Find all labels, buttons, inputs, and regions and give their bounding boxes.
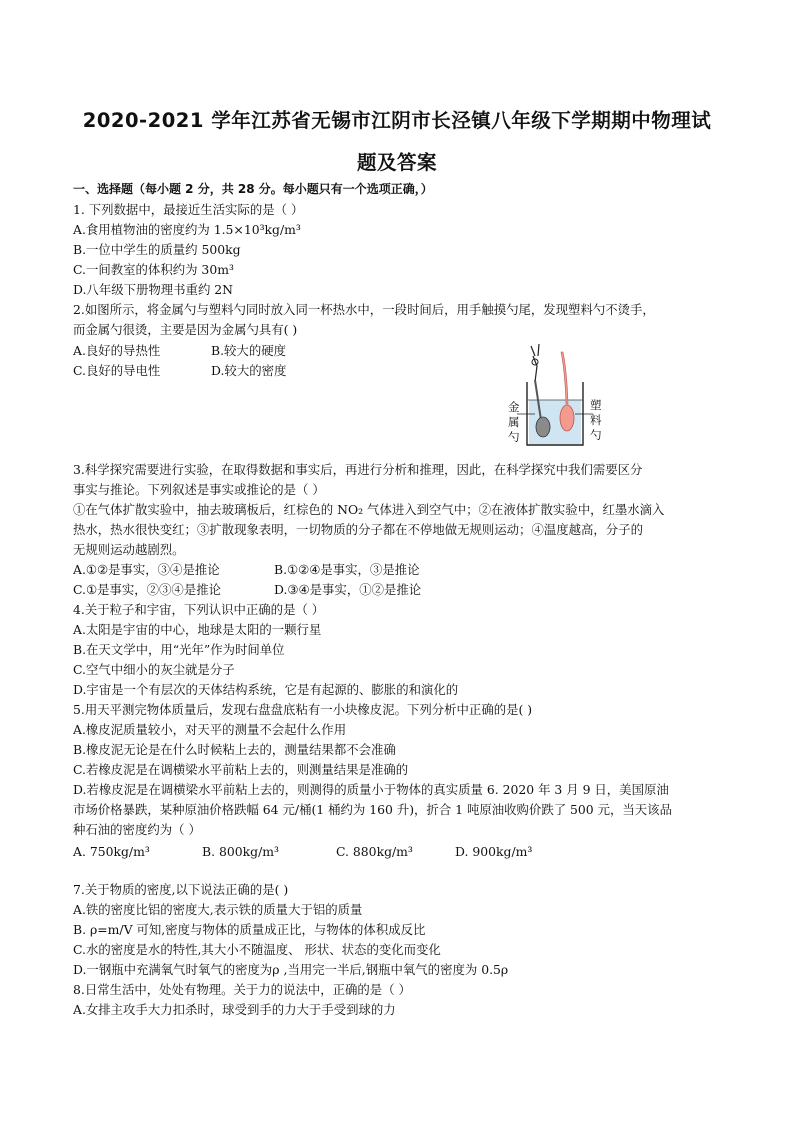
q1-option-c: C.一间教室的体积约为 30m³ bbox=[73, 262, 234, 277]
q7-option-d: D.一钢瓶中充满氧气时氧气的密度为ρ ,当用完一半后,钢瓶中氧气的密度为 0.5ρ bbox=[73, 962, 509, 977]
document-title-line1: 2020-2021 学年江苏省无锡市江阴市长泾镇八年级下学期期中物理试 bbox=[82, 109, 712, 132]
q4-option-d: D.宇宙是一个有层次的天体结构系统，它是有起源的、膨胀的和演化的 bbox=[73, 682, 459, 697]
q3-line5: 无规则运动越剧烈。 bbox=[73, 542, 185, 557]
fig-label-plastic bbox=[590, 398, 602, 443]
q3-option-b: B.①②④是事实，③是推论 bbox=[274, 562, 420, 577]
q6-stem-line3: 种石油的密度约为（ ） bbox=[73, 822, 201, 837]
q4-stem: 4.关于粒子和宇宙，下列认识中正确的是（ ） bbox=[73, 602, 325, 617]
q3-line1: 3.科学探究需要进行实验，在取得数据和事实后，再进行分析和推理，因此，在科学探究中我们需要区分 bbox=[73, 462, 643, 477]
fig-label-plastic-char: 塑 bbox=[590, 398, 602, 412]
q4-option-c: C.空气中细小的灰尘就是分子 bbox=[73, 662, 235, 677]
plastic-spoon bbox=[560, 405, 574, 431]
q1-option-d: D.八年级下册物理书重约 2N bbox=[73, 282, 234, 297]
q2-option-b: B.较大的硬度 bbox=[211, 343, 286, 358]
q1-option-a: A.食用植物油的密度约为 1.5×10³kg/m³ bbox=[73, 222, 301, 237]
q8-option-a: A.女排主攻手大力扣杀时，球受到手的力大于手受到球的力 bbox=[73, 1002, 396, 1017]
q4-option-a: A.太阳是宇宙的中心，地球是太阳的一颗行星 bbox=[73, 622, 322, 637]
fig-label-metal-char: 金 bbox=[508, 400, 520, 414]
q7-option-b: B. ρ=m/V 可知,密度与物体的质量成正比，与物体的体积成反比 bbox=[73, 922, 426, 937]
q2-stem-line1: 2.如图所示，将金属勺与塑料勺同时放入同一杯热水中，一段时间后，用手触摸勺尾，发现塑料勺不烫手， bbox=[73, 302, 655, 317]
q5-option-a: A.橡皮泥质量较小，对天平的测量不会起什么作用 bbox=[73, 722, 347, 737]
q2-option-c: C.良好的导电性 bbox=[73, 363, 161, 378]
q6-option-d: D. 900kg/m³ bbox=[455, 844, 533, 859]
q1-stem: 1. 下列数据中，最接近生活实际的是（ ） bbox=[73, 202, 304, 217]
q7-option-a: A.铁的密度比铝的密度大,表示铁的质量大于铝的质量 bbox=[73, 902, 363, 917]
q5-option-b: B.橡皮泥无论是在什么时候粘上去的，测量结果都不会准确 bbox=[73, 742, 396, 757]
q5-option-d: D.若橡皮泥是在调横梁水平前粘上去的，则测得的质量小于物体的真实质量 6. 2020 年 3 月 9 日，美国原油 bbox=[73, 782, 669, 797]
q3-line4: 热水，热水很快变红；③扩散现象表明，一切物质的分子都在不停地做无规则运动；④温度越高，分子的 bbox=[73, 522, 643, 537]
q2-option-a: A.良好的导热性 bbox=[73, 343, 161, 358]
q3-option-c: C.①是事实，②③④是推论 bbox=[73, 582, 221, 597]
fig-label-metal-char: 属 bbox=[508, 415, 520, 429]
q3-option-d: D.③④是事实，①②是推论 bbox=[274, 582, 422, 597]
q7-option-c: C.水的密度是水的特性,其大小不随温度、 形状、状态的变化而变化 bbox=[73, 942, 441, 957]
document-title-line2: 题及答案 bbox=[356, 151, 437, 174]
fig-label-metal bbox=[508, 400, 520, 445]
q7-stem: 7.关于物质的密度,以下说法正确的是( ) bbox=[73, 882, 289, 897]
q3-line2: 事实与推论。下列叙述是事实或推论的是（ ） bbox=[73, 482, 325, 497]
q6-option-b: B. 800kg/m³ bbox=[202, 844, 279, 859]
fig-label-plastic-char: 料 bbox=[590, 413, 602, 427]
section-heading: 一、选择题（每小题 2 分，共 28 分。每小题只有一个选项正确，） bbox=[73, 182, 433, 196]
q2-stem-line2: 而金属勺很烫，主要是因为金属勺具有( ) bbox=[73, 322, 298, 337]
q1-option-b: B.一位中学生的质量约 500kg bbox=[73, 242, 241, 257]
q2-option-d: D.较大的密度 bbox=[211, 363, 287, 378]
metal-spoon bbox=[536, 417, 550, 437]
q5-option-c: C.若橡皮泥是在调横梁水平前粘上去的，则测量结果是准确的 bbox=[73, 762, 409, 777]
q3-line3: ①在气体扩散实验中，抽去玻璃板后，红棕色的 NO₂ 气体进入到空气中；②在液体扩散实验中，红墨水滴入 bbox=[73, 502, 665, 517]
q6-option-c: C. 880kg/m³ bbox=[336, 844, 413, 859]
q3-option-a: A.①②是事实，③④是推论 bbox=[73, 562, 220, 577]
q4-option-b: B.在天文学中，用“光年”作为时间单位 bbox=[73, 642, 285, 657]
q8-stem: 8.日常生活中，处处有物理。关于力的说法中，正确的是（ ） bbox=[73, 982, 411, 997]
fig-label-metal-char: 勺 bbox=[508, 430, 520, 444]
q6-option-a: A. 750kg/m³ bbox=[73, 844, 150, 859]
q5-stem: 5.用天平测完物体质量后，发现右盘盘底粘有一小块橡皮泥。下列分析中正确的是( ) bbox=[73, 702, 533, 717]
fig-label-plastic-char: 勺 bbox=[590, 428, 602, 442]
q6-stem-line2: 市场价格暴跌，某种原油价格跌幅 64 元/桶(1 桶约为 160 升)，折合 1 吨原油收购价跌了 500 元，当天该品 bbox=[73, 802, 672, 817]
